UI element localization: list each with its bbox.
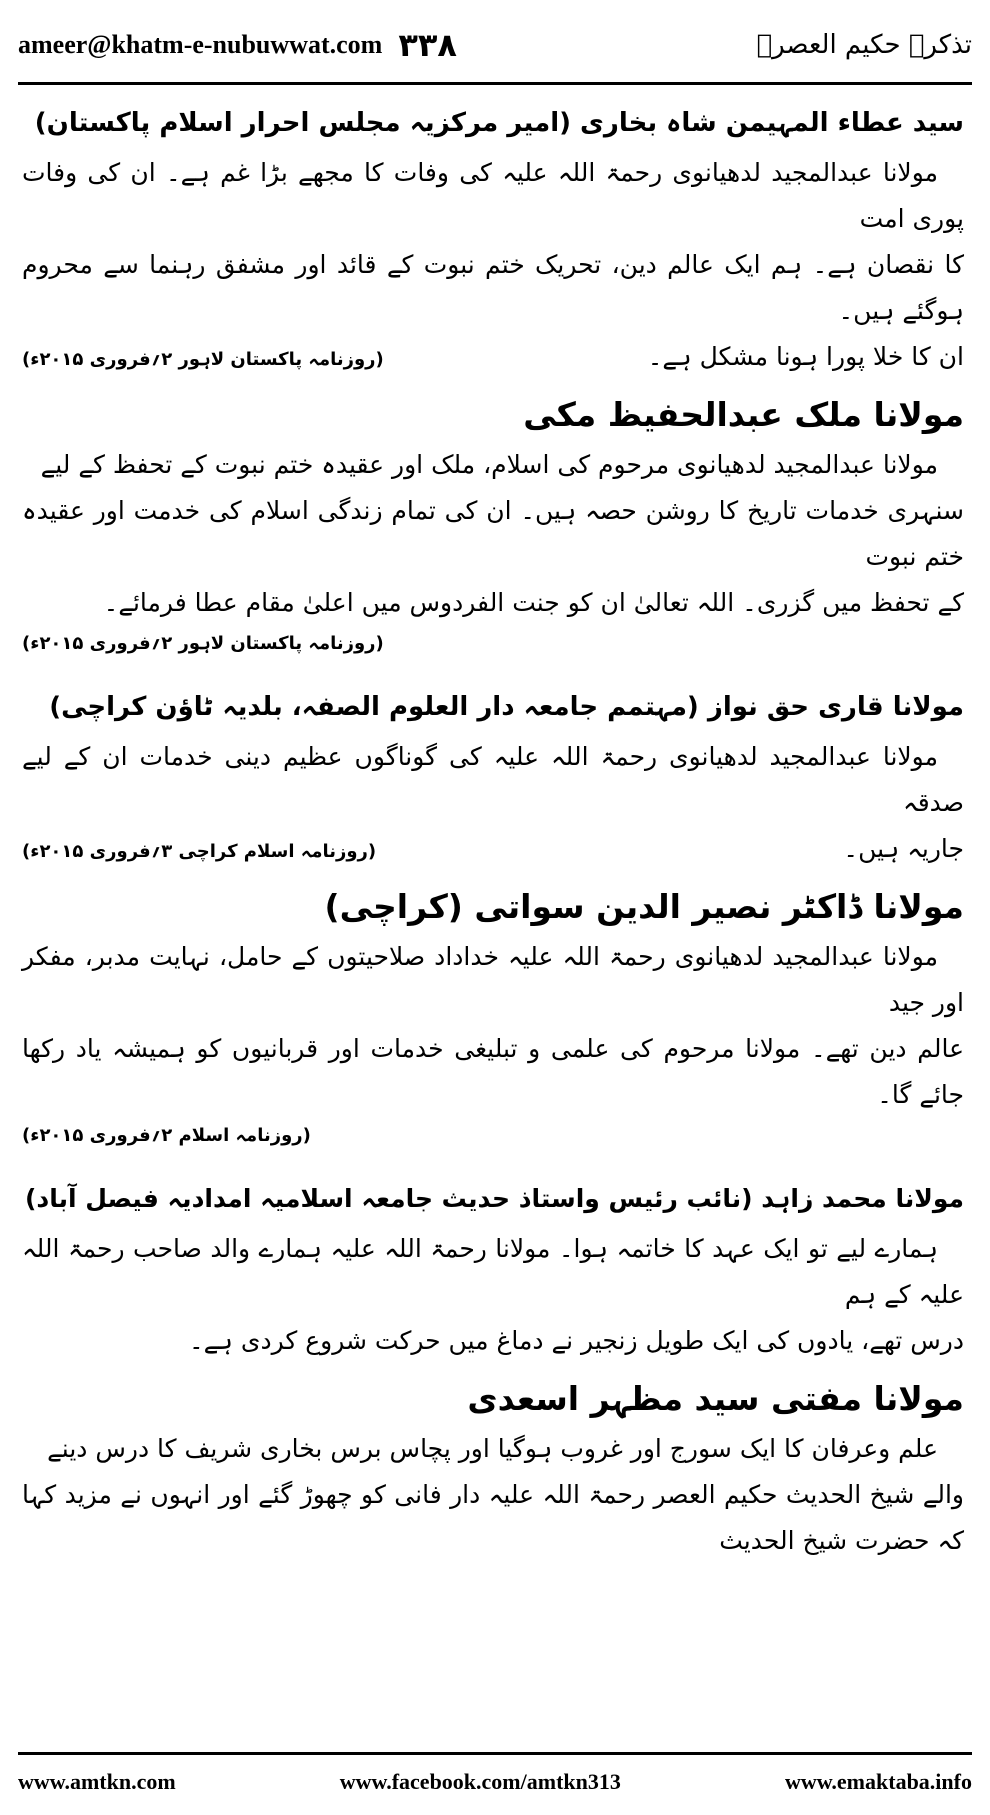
line-text: مولانا عبدالمجید لدھیانوی مرحوم کی اسلام، ملک اور عقیدہ ختم نبوت کے تحفظ کے لیے [40,450,938,479]
footer-link-emaktaba: www.emaktaba.info [784,1769,972,1794]
newspaper-source: (روزنامہ اسلام کراچی ۳؍فروری ۲۰۱۵ء) [22,841,377,862]
tribute-line: والے شیخ الحدیث حکیم العصر رحمۃ اللہ علیہ دار فانی کو چھوڑ گئے اور انہوں نے مزید کہا کہ حضرت شیخ الحدیث [22,1480,964,1555]
tribute-heading: مولانا ڈاکٹر نصیر الدین سواتی (کراچی) [324,887,964,926]
tribute-section [22,388,968,662]
line-text: مولانا عبدالمجید لدھیانوی رحمۃ اللہ علیہ کی وفات کا مجھے بڑا غم ہے۔ ان کی وفات پوری امت [22,158,964,233]
tribute-heading: مولانا محمد زاہد (نائب رئیس واستاذ حدیث جامعہ اسلامیہ امدادیہ فیصل آباد) [25,1184,964,1213]
tribute-line [22,150,968,242]
tribute-line [22,442,968,488]
tribute-line: سنہری خدمات تاریخ کا روشن حصہ ہیں۔ ان کی تمام زندگی اسلام کی خدمت اور عقیدہ ختم نبوت [22,496,964,571]
header-left-group [18,26,457,64]
tribute-heading: مولانا قاری حق نواز (مہتمم جامعہ دار العلوم الصفہ، بلدیہ ٹاؤن کراچی) [49,692,964,722]
tribute-line: درس تھے، یادوں کی ایک طویل زنجیر نے دماغ میں حرکت شروع کردی ہے۔ [189,1326,964,1355]
page-footer [18,1762,972,1802]
tribute-last-line [22,334,968,380]
tribute-line: جاریہ ہیں۔ [843,834,964,863]
footer-link-amtkn: www.amtkn.com [18,1769,176,1794]
newspaper-source: (روزنامہ پاکستان لاہور ۲؍فروری ۲۰۱۵ء) [22,349,384,370]
tribute-last-line [22,826,968,872]
line-text: ہمارے لیے تو ایک عہد کا خاتمہ ہوا۔ مولانا رحمۃ اللہ علیہ ہمارے والد صاحب رحمۃ اللہ علیہ کے ہم [22,1234,964,1309]
tribute-section [22,96,968,380]
footer-link-facebook: www.facebook.com/amtkn313 [339,1769,621,1794]
tribute-heading: مولانا مفتی سید مظہر اسعدی [467,1379,964,1418]
tribute-line [22,1226,968,1318]
book-title: تذکرہ حکیم العصرؒ [756,30,972,60]
newspaper-source: (روزنامہ پاکستان لاہور ۲؍فروری ۲۰۱۵ء) [22,633,384,654]
page-number: ۳۳۸ [398,26,457,64]
tribute-heading: مولانا ملک عبدالحفیظ مکی [523,395,964,434]
tribute-line: کا نقصان ہے۔ ہم ایک عالم دین، تحریک ختم نبوت کے قائد اور مشفق رہنما سے محروم ہوگئے ہیں۔ [22,250,964,325]
page-content [22,96,968,1736]
tribute-section [22,680,968,872]
page-header [18,22,972,68]
footer-rule [18,1752,972,1755]
tribute-line [22,1426,968,1472]
tribute-line [22,734,968,826]
line-text: مولانا عبدالمجید لدھیانوی رحمۃ اللہ علیہ کی گوناگوں عظیم دینی خدمات ان کے لیے صدقہ [22,742,964,817]
tribute-section [22,880,968,1154]
tribute-section [22,1372,968,1564]
header-email: ameer@khatm-e-nubuwwat.com [18,30,383,59]
tribute-section [22,1172,968,1364]
line-text: مولانا عبدالمجید لدھیانوی رحمۃ اللہ علیہ خداداد صلاحیتوں کے حامل، نہایت مدبر، مفکر اور جید [22,942,964,1017]
tribute-line: کے تحفظ میں گزری۔ اللہ تعالیٰ ان کو جنت الفردوس میں اعلیٰ مقام عطا فرمائے۔ [103,588,964,617]
tribute-line: عالم دین تھے۔ مولانا مرحوم کی علمی و تبلیغی خدمات اور قربانیوں کو ہمیشہ یاد رکھا جائے گا۔ [22,1034,964,1109]
tribute-line [22,934,968,1026]
tribute-line: ان کا خلا پورا ہونا مشکل ہے۔ [647,342,964,371]
header-rule [18,82,972,85]
newspaper-source: (روزنامہ اسلام ۲؍فروری ۲۰۱۵ء) [22,1125,311,1146]
line-text: علم وعرفان کا ایک سورج اور غروب ہوگیا اور پچاس برس بخاری شریف کا درس دینے [47,1434,938,1463]
tribute-heading: سید عطاء المہیمن شاہ بخاری (امیر مرکزیہ مجلس احرار اسلام پاکستان) [34,108,964,138]
